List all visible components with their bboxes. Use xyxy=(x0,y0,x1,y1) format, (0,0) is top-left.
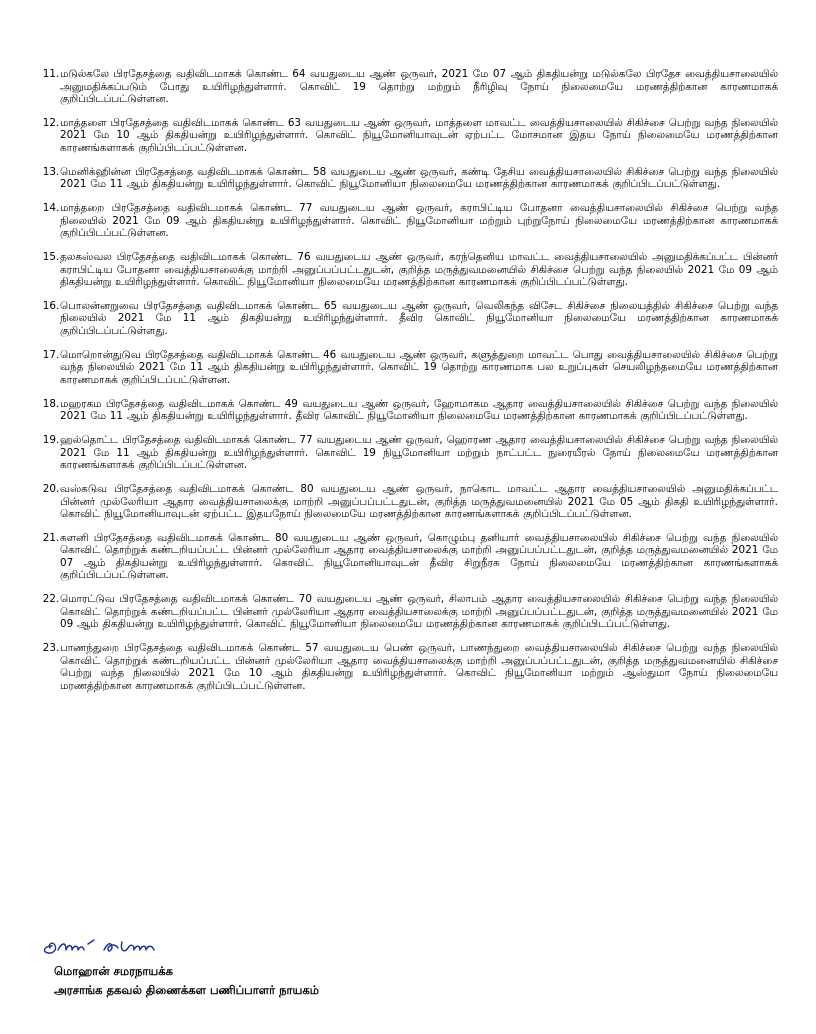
list-item-22: 22 . மொரட்டுவ பிரதேசத்தை வதிவிடமாகக் கொண்ட 70 வயதுடைய ஆண் ஒருவர், சிலாபம் ஆதார வைத்தியசாலையில் சிகிச்சை பெற்று வந்த நிலையில் கொவிட் தொற்றுக் கண்டறியப்பட்ட பின்னர் முல்லேரியா ஆதார வைத்தியசாலைக்கு மாற்றி அனுப்பப்பட்டதுடன், குறித்த மருத்துவமனையில் 2021 மே 09 ஆம் திகதியன்று உயிரிழந்துள்ளார். கொவிட் நியூமோனியா நிலைமையே மரணத்திற்கான காரணமாகக் குறிப்பிடப்பட்டுள்ளது. xyxy=(40,593,778,631)
list-item-12: 12 . மாத்தளை பிரதேசத்தை வதிவிடமாகக் கொண்ட 63 வயதுடைய ஆண் ஒருவர், மாத்தளை மாவட்ட வைத்தியசாலையில் சிகிச்சை பெற்று வந்த நிலையில் 2021 மே 10 ஆம் திகதியன்று உயிரிழந்துள்ளார். கொவிட் நியூமோனியாவுடன் ஏற்பட்ட மோசமான இதய நோய் நிலைமையே மரணத்திற்கான காரணங்களாகக் குறிப்பிடப்பட்டுள்ளன. xyxy=(40,117,778,155)
item-text: மெனிக்ஹின்ன பிரதேசத்தை வதிவிடமாகக் கொண்ட 58 வயதுடைய ஆண் ஒருவர், கண்டி தேசிய வைத்தியசாலையில் சிகிச்சை பெற்று வந்த நிலையில் 2021 மே 11 ஆம் திகதியன்று உயிரிழந்துள்ளார். கொவிட் நியூமோனியா நிலைமையே மரணத்திற்கான காரணமாகக் குறிப்பிடப்பட்டுள்ளது. xyxy=(60,165,778,191)
item-text: மொரட்டுவ பிரதேசத்தை வதிவிடமாகக் கொண்ட 70 வயதுடைய ஆண் ஒருவர், சிலாபம் ஆதார வைத்தியசாலையில் சிகிச்சை பெற்று வந்த நிலையில் கொவிட் தொற்றுக் கண்டறியப்பட்ட பின்னர் முல்லேரியா ஆதார வைத்தியசாலைக்கு மாற்றி அனுப்பப்பட்டதுடன், குறித்த மருத்துவமனையில் 2021 மே 09 ஆம் திகதியன்று உயிரிழந்துள்ளார். கொவிட் நியூமோனியா நிலைமையே மரணத்திற்கான காரணமாகக் குறிப்பிடப்பட்டுள்ளது. xyxy=(60,593,778,631)
item-number: 19 xyxy=(42,434,56,447)
item-text: மாத்தளை பிரதேசத்தை வதிவிடமாகக் கொண்ட 63 வயதுடைய ஆண் ஒருவர், மாத்தளை மாவட்ட வைத்தியசாலையில் சிகிச்சை பெற்று வந்த நிலையில் 2021 மே 10 ஆம் திகதியன்று உயிரிழந்துள்ளார். கொவிட் நியூமோனியாவுடன் ஏற்பட்ட மோசமான இதய நோய் நிலைமையே மரணத்திற்கான காரணங்களாகக் குறிப்பிடப்பட்டுள்ளன. xyxy=(60,116,778,154)
signatory-name: மொஹான் சமரநாயக்க xyxy=(54,964,173,978)
item-text: மொறொன்துடுவ பிரதேசத்தை வதிவிடமாகக் கொண்ட 46 வயதுடைய ஆண் ஒருவர், களுத்துறை மாவட்ட பொது வைத்தியசாலையில் சிகிச்சை பெற்று வந்த நிலையில் 2021 மே 11 ஆம் திகதியன்று உயிரிழந்துள்ளார். கொவிட் 19 தொற்று காரணமாக பல உறுப்புகள் செயலிழந்தமையே மரணத்திற்கான காரணமாகக் குறிப்பிடப்பட்டுள்ளன. xyxy=(60,348,778,386)
item-text: மஹரகம பிரதேசத்தை வதிவிடமாகக் கொண்ட 49 வயதுடைய ஆண் ஒருவர், ஹோமாகம ஆதார வைத்தியசாலையில் சிகிச்சை பெற்று வந்த நிலையில் 2021 மே 11 ஆம் திகதியன்று உயிரிழந்துள்ளார். தீவிர கொவிட் நியூமோனியா நிலைமையே மரணத்திற்கான காரணமாகக் குறிப்பிடப்பட்டுள்ளது. xyxy=(60,397,778,423)
item-text: வஸ்கடுவ பிரதேசத்தை வதிவிடமாகக் கொண்ட 80 வயதுடைய ஆண் ஒருவர், நாகொட மாவட்ட ஆதார வைத்தியசாலையில் அனுமதிக்கப்பட்ட பின்னர் முல்லேரியா ஆதார வைத்தியசாலைக்கு மாற்றி அனுப்பப்பட்டதுடன், குறித்த மருத்துவமனையில் 2021 மே 05 ஆம் திகதி உயிரிழந்துள்ளார். கொவிட் நியூமோனியாவுடன் ஏற்பட்ட இதயநோய் நிலைமையே மரணத்திற்கான காரணங்களாகக் குறிப்பிடப்பட்டுள்ளன. xyxy=(60,483,778,521)
list-item-21: 21 . களனி பிரதேசத்தை வதிவிடமாகக் கொண்ட 80 வயதுடைய ஆண் ஒருவர், கொழும்பு தனியார் வைத்தியசாலையில் சிகிச்சை பெற்று வந்த நிலையில் கொவிட் தொற்றுக் கண்டறியப்பட்ட பின்னர் முல்லேரியா ஆதார வைத்தியசாலைக்கு மாற்றி அனுப்பப்பட்டதுடன், குறித்த மருத்துவமனையில் 2021 மே 07 ஆம் திகதியன்று உயிரிழந்துள்ளார். கொவிட் நியூமோனியாவுடன் தீவிர சிறுநீரக நோய் நிலைமையே மரணத்திற்கான காரணங்களாகக் குறிப்பிடப்பட்டுள்ளன. xyxy=(40,532,778,582)
item-number: 22 xyxy=(42,593,56,606)
item-text: தலகஸ்வல பிரதேசத்தை வதிவிடமாகக் கொண்ட 76 வயதுடைய ஆண் ஒருவர், கரந்தெனிய மாவட்ட வைத்தியசாலையில் அனுமதிக்கப்பட்ட பின்னர் கராபிட்டிய போதனா வைத்தியசாலைக்கு மாற்றி அனுப்பப்பட்டதுடன், குறித்த மருத்துவமனையில் சிகிச்சை பெற்று வந்த நிலையில் 2021 மே 09 ஆம் திகதியன்று உயிரிழந்துள்ளார். கொவிட் நியூமோனியா நிலைமையே மரணத்திற்கான காரணமாகக் குறிப்பிடப்பட்டுள்ளது. xyxy=(60,251,778,289)
item-number: 21 xyxy=(42,531,56,544)
item-text: மாத்தறை பிரதேசத்தை வதிவிடமாகக் கொண்ட 77 வயதுடைய ஆண் ஒருவர், கராபிட்டிய போதனா வைத்தியசாலையில் சிகிச்சை பெற்று வந்த நிலையில் 2021 மே 09 ஆம் திகதியன்று உயிரிழந்துள்ளார். கொவிட் நியூமோனியா மற்றும் புற்றுநோய் நிலைமையே மரணத்திற்கான காரணமாகக் குறிப்பிடப்பட்டுள்ளன. xyxy=(60,202,778,240)
item-number: 13 xyxy=(42,165,56,178)
item-number: 15 xyxy=(42,251,56,264)
item-number: 20 xyxy=(42,483,56,496)
signatory-title: அரசாங்க தகவல் திணைக்கள பணிப்பாளர் நாயகம் xyxy=(54,983,319,997)
list-item-13: 13 . மெனிக்ஹின்ன பிரதேசத்தை வதிவிடமாகக் கொண்ட 58 வயதுடைய ஆண் ஒருவர், கண்டி தேசிய வைத்தியசாலையில் சிகிச்சை பெற்று வந்த நிலையில் 2021 மே 11 ஆம் திகதியன்று உயிரிழந்துள்ளார். கொவிட் நியூமோனியா நிலைமையே மரணத்திற்கான காரணமாகக் குறிப்பிடப்பட்டுள்ளது. xyxy=(40,166,778,191)
item-text: களனி பிரதேசத்தை வதிவிடமாகக் கொண்ட 80 வயதுடைய ஆண் ஒருவர், கொழும்பு தனியார் வைத்தியசாலையில் சிகிச்சை பெற்று வந்த நிலையில் கொவிட் தொற்றுக் கண்டறியப்பட்ட பின்னர் முல்லேரியா ஆதார வைத்தியசாலைக்கு மாற்றி அனுப்பப்பட்டதுடன், குறித்த மருத்துவமனையில் 2021 மே 07 ஆம் திகதியன்று உயிரிழந்துள்ளார். கொவிட் நியூமோனியாவுடன் தீவிர சிறுநீரக நோய் நிலைமையே மரணத்திற்கான காரணங்களாகக் குறிப்பிடப்பட்டுள்ளன. xyxy=(60,531,778,582)
item-number: 14 xyxy=(42,202,56,215)
item-number: 11 xyxy=(42,68,56,80)
handwritten-signature xyxy=(38,932,218,962)
item-text: ஹல்தொட்ட பிரதேசத்தை வதிவிடமாகக் கொண்ட 77 வயதுடைய ஆண் ஒருவர், ஹொரண ஆதார வைத்தியசாலையில் சிகிச்சை பெற்று வந்த நிலையில் 2021 மே 11 ஆம் திகதியன்று உயிரிழந்துள்ளார். கொவிட் 19 நியூமோனியா மற்றும் நாட்பட்ட நுரையீரல் நோய் நிலைமையே மரணத்திற்கான காரணங்களாகக் குறிப்பிடப்பட்டுள்ளன. xyxy=(60,434,778,472)
list-item-16: 16 . பொலன்னறுவை பிரதேசத்தை வதிவிடமாகக் கொண்ட 65 வயதுடைய ஆண் ஒருவர், வெலிகந்த விசேட சிகிச்சை நிலையத்தில் சிகிச்சை பெற்று வந்த நிலையில் 2021 மே 11 ஆம் திகதியன்று உயிரிழந்துள்ளார். தீவிர கொவிட் நியூமோனியா நிலைமையே மரணத்திற்கான காரணமாகக் குறிப்பிடப்பட்டுள்ளது. xyxy=(40,300,778,338)
item-text: பாணந்துறை பிரதேசத்தை வதிவிடமாகக் கொண்ட 57 வயதுடைய பெண் ஒருவர், பாணந்துறை வைத்தியசாலையில் சிகிச்சை பெற்று வந்த நிலையில் கொவிட் தொற்றுக் கண்டறியப்பட்ட பின்னர் முல்லேரியா ஆதார வைத்தியசாலைக்கு மாற்றி அனுப்பப்பட்டதுடன், குறித்த மருத்துவமனையில் சிகிச்சை பெற்று வந்த நிலையில் 2021 மே 10 ஆம் திகதியன்று உயிரிழந்துள்ளார். கொவிட் நியூமோனியா மற்றும் ஆஸ்துமா நோய் நிலைமையே மரணத்திற்கான காரணமாகக் குறிப்பிடப்பட்டுள்ளன. xyxy=(60,642,778,692)
item-text: பொலன்னறுவை பிரதேசத்தை வதிவிடமாகக் கொண்ட 65 வயதுடைய ஆண் ஒருவர், வெலிகந்த விசேட சிகிச்சை நிலையத்தில் சிகிச்சை பெற்று வந்த நிலையில் 2021 மே 11 ஆம் திகதியன்று உயிரிழந்துள்ளார். தீவிர கொவிட் நியூமோனியா நிலைமையே மரணத்திற்கான காரணமாகக் குறிப்பிடப்பட்டுள்ளது. xyxy=(60,299,778,337)
list-item-14: 14 . மாத்தறை பிரதேசத்தை வதிவிடமாகக் கொண்ட 77 வயதுடைய ஆண் ஒருவர், கராபிட்டிய போதனா வைத்தியசாலையில் சிகிச்சை பெற்று வந்த நிலையில் 2021 மே 09 ஆம் திகதியன்று உயிரிழந்துள்ளார். கொவிட் நியூமோனியா மற்றும் புற்றுநோய் நிலைமையே மரணத்திற்கான காரணமாகக் குறிப்பிடப்பட்டுள்ளன. xyxy=(40,202,778,240)
list-item-19: 19 . ஹல்தொட்ட பிரதேசத்தை வதிவிடமாகக் கொண்ட 77 வயதுடைய ஆண் ஒருவர், ஹொரண ஆதார வைத்தியசாலையில் சிகிச்சை பெற்று வந்த நிலையில் 2021 மே 11 ஆம் திகதியன்று உயிரிழந்துள்ளார். கொவிட் 19 நியூமோனியா மற்றும் நாட்பட்ட நுரையீரல் நோய் நிலைமையே மரணத்திற்கான காரணங்களாகக் குறிப்பிடப்பட்டுள்ளன. xyxy=(40,434,778,472)
list-item-18: 18 . மஹரகம பிரதேசத்தை வதிவிடமாகக் கொண்ட 49 வயதுடைய ஆண் ஒருவர், ஹோமாகம ஆதார வைத்தியசாலையில் சிகிச்சை பெற்று வந்த நிலையில் 2021 மே 11 ஆம் திகதியன்று உயிரிழந்துள்ளார். தீவிர கொவிட் நியூமோனியா நிலைமையே மரணத்திற்கான காரணமாகக் குறிப்பிடப்பட்டுள்ளது. xyxy=(40,398,778,423)
list-item-20: 20 . வஸ்கடுவ பிரதேசத்தை வதிவிடமாகக் கொண்ட 80 வயதுடைய ஆண் ஒருவர், நாகொட மாவட்ட ஆதார வைத்தியசாலையில் அனுமதிக்கப்பட்ட பின்னர் முல்லேரியா ஆதார வைத்தியசாலைக்கு மாற்றி அனுப்பப்பட்டதுடன், குறித்த மருத்துவமனையில் 2021 மே 05 ஆம் திகதி உயிரிழந்துள்ளார். கொவிட் நியூமோனியாவுடன் ஏற்பட்ட இதயநோய் நிலைமையே மரணத்திற்கான காரணங்களாகக் குறிப்பிடப்பட்டுள்ளன. xyxy=(40,483,778,521)
item-number: 23 xyxy=(42,642,56,655)
item-number: 16 xyxy=(42,299,56,312)
item-number: 12 xyxy=(42,116,56,129)
item-number: 18 xyxy=(42,397,56,410)
list-item-11: 11 . மடுல்கலே பிரதேசத்தை வதிவிடமாகக் கொண்ட 64 வயதுடைய ஆண் ஒருவர், 2021 மே 07 ஆம் திகதியன்று மடுல்கலே பிரதேச வைத்தியசாலையில் அனுமதிக்கப்படும் போது உயிரிழந்துள்ளார். கொவிட் 19 தொற்று மற்றும் நீரிழிவு நோய் நிலைமையே மரணத்திற்கான காரணமாகக் குறிப்பிடப்பட்டுள்ளன. xyxy=(40,68,778,106)
numbered-list xyxy=(40,68,778,704)
list-item-15: 15 . தலகஸ்வல பிரதேசத்தை வதிவிடமாகக் கொண்ட 76 வயதுடைய ஆண் ஒருவர், கரந்தெனிய மாவட்ட வைத்தியசாலையில் அனுமதிக்கப்பட்ட பின்னர் கராபிட்டிய போதனா வைத்தியசாலைக்கு மாற்றி அனுப்பப்பட்டதுடன், குறித்த மருத்துவமனையில் சிகிச்சை பெற்று வந்த நிலையில் 2021 மே 09 ஆம் திகதியன்று உயிரிழந்துள்ளார். கொவிட் நியூமோனியா நிலைமையே மரணத்திற்கான காரணமாகக் குறிப்பிடப்பட்டுள்ளது. xyxy=(40,251,778,289)
item-text: மடுல்கலே பிரதேசத்தை வதிவிடமாகக் கொண்ட 64 வயதுடைய ஆண் ஒருவர், 2021 மே 07 ஆம் திகதியன்று மடுல்கலே பிரதேச வைத்தியசாலையில் அனுமதிக்கப்படும் போது உயிரிழந்துள்ளார். கொவிட் 19 தொற்று மற்றும் நீரிழிவு நோய் நிலைமையே மரணத்திற்கான காரணமாகக் குறிப்பிடப்பட்டுள்ளன. xyxy=(60,68,778,105)
list-item-23: 23 . பாணந்துறை பிரதேசத்தை வதிவிடமாகக் கொண்ட 57 வயதுடைய பெண் ஒருவர், பாணந்துறை வைத்தியசாலையில் சிகிச்சை பெற்று வந்த நிலையில் கொவிட் தொற்றுக் கண்டறியப்பட்ட பின்னர் முல்லேரியா ஆதார வைத்தியசாலைக்கு மாற்றி அனுப்பப்பட்டதுடன், குறித்த மருத்துவமனையில் சிகிச்சை பெற்று வந்த நிலையில் 2021 மே 10 ஆம் திகதியன்று உயிரிழந்துள்ளார். கொவிட் நியூமோனியா மற்றும் ஆஸ்துமா நோய் நிலைமையே மரணத்திற்கான காரணமாகக் குறிப்பிடப்பட்டுள்ளன. xyxy=(40,642,778,692)
list-item-17: 17 . மொறொன்துடுவ பிரதேசத்தை வதிவிடமாகக் கொண்ட 46 வயதுடைய ஆண் ஒருவர், களுத்துறை மாவட்ட பொது வைத்தியசாலையில் சிகிச்சை பெற்று வந்த நிலையில் 2021 மே 11 ஆம் திகதியன்று உயிரிழந்துள்ளார். கொவிட் 19 தொற்று காரணமாக பல உறுப்புகள் செயலிழந்தமையே மரணத்திற்கான காரணமாகக் குறிப்பிடப்பட்டுள்ளன. xyxy=(40,349,778,387)
item-number: 17 xyxy=(42,348,56,361)
